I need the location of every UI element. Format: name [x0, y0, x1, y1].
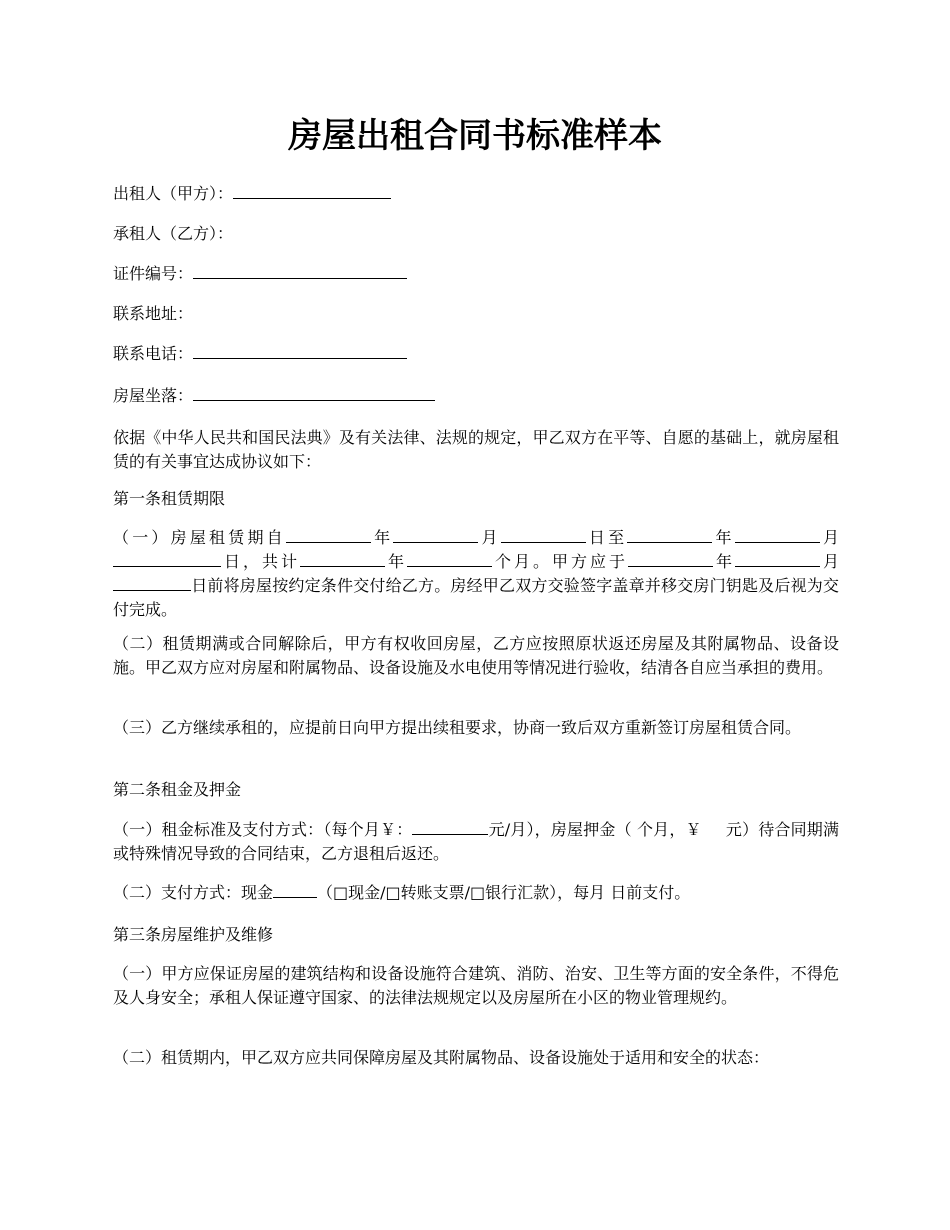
clause-text: （一）房屋租赁期自 — [113, 528, 286, 547]
clause-text: 日，共计 — [221, 552, 300, 571]
clause-text: 个月。甲方应于 — [491, 552, 628, 571]
address-field — [113, 302, 839, 326]
lessor-blank[interactable] — [233, 182, 391, 199]
article-3-clause-2: （二）租赁期内，甲乙双方应共同保障房屋及其附属物品、设备设施处于适用和安全的状态： — [113, 1048, 770, 1067]
address-label: 联系地址： — [113, 304, 194, 323]
location-blank[interactable] — [193, 384, 435, 401]
clause-text: 月 — [819, 552, 839, 571]
clause-text: 年 — [370, 528, 394, 547]
clause-text: 日至 — [585, 528, 628, 547]
article-2-clause-1 — [113, 818, 839, 866]
blank-start-month[interactable] — [393, 526, 478, 543]
clause-text: 元/月），房屋押金（ 个月，￥ — [488, 820, 702, 839]
clause-text: 年 — [712, 552, 735, 571]
intro-paragraph: 依据《中华人民共和国民法典》及有关法律、法规的规定，甲乙双方在平等、自愿的基础上，就房屋租赁的有关事宜达成协议如下： — [113, 428, 839, 471]
clause-text: 元）待合同期满或特殊情况导致的合同结束，乙方退租后返还。 — [113, 820, 839, 863]
blank-handover-day[interactable] — [113, 574, 191, 591]
lessee-field — [113, 222, 839, 246]
phone-label: 联系电话： — [113, 344, 194, 363]
article-1-clause-2: （二）租赁期满或合同解除后，甲方有权收回房屋，乙方应按照原状返还房屋及其附属物品、设备设施。甲乙双方应对房屋和附属物品、设备设施及水电使用等情况进行验收，结清各自应当承担的费用。 — [113, 634, 839, 677]
blank-deposit-amount[interactable] — [702, 818, 726, 835]
blank-handover-year[interactable] — [628, 550, 713, 567]
clause-text: 月 — [819, 528, 839, 547]
article-1-clause-3: （三）乙方继续承租的，应提前日向甲方提出续租要求，协商一致后双方重新签订房屋租赁合同。 — [113, 718, 802, 737]
clause-text: （一）租金标准及支付方式：（每个月￥： — [113, 820, 413, 839]
blank-start-day[interactable] — [501, 526, 586, 543]
blank-end-month[interactable] — [735, 526, 820, 543]
blank-monthly-rent[interactable] — [412, 818, 488, 835]
article-1-clause-1 — [113, 526, 839, 622]
lessor-label: 出租人（甲方）： — [113, 184, 234, 203]
article-1-title: 第一条租赁期限 — [113, 489, 226, 508]
blank-total-years[interactable] — [300, 550, 385, 567]
phone-field — [113, 342, 839, 366]
article-2-title: 第二条租金及押金 — [113, 780, 242, 799]
clause-text: 日前将房屋按约定条件交付给乙方。房经甲乙双方交验签字盖章并移交房门钥匙及后视为交付完成。 — [113, 576, 839, 619]
blank-payment-method[interactable] — [273, 881, 317, 898]
blank-end-year[interactable] — [627, 526, 712, 543]
id-number-blank[interactable] — [193, 262, 407, 279]
article-3-title: 第三条房屋维护及维修 — [113, 925, 274, 944]
id-number-label: 证件编号： — [113, 264, 194, 283]
blank-start-year[interactable] — [286, 526, 371, 543]
blank-end-day[interactable] — [113, 550, 221, 567]
article-2-clause-2 — [113, 881, 839, 905]
clause-text: （二）支付方式：现金 — [113, 883, 274, 902]
lessee-label: 承租人（乙方）： — [113, 224, 234, 243]
lessor-field — [113, 182, 839, 206]
clause-text: 年 — [384, 552, 407, 571]
clause-text: （□现金/□转账支票/□银行汇款），每月 日前支付。 — [317, 883, 691, 902]
clause-text: 月 — [478, 528, 501, 547]
clause-text: 年 — [712, 528, 735, 547]
location-label: 房屋坐落： — [113, 386, 194, 405]
blank-handover-month[interactable] — [735, 550, 820, 567]
document-title: 房屋出租合同书标准样本 — [288, 116, 662, 156]
phone-blank[interactable] — [193, 342, 407, 359]
location-field — [113, 384, 839, 408]
id-number-field — [113, 262, 839, 286]
article-3-clause-1: （一）甲方应保证房屋的建筑结构和设备设施符合建筑、消防、治安、卫生等方面的安全条件，不得危及人身安全；承租人保证遵守国家、的法律法规规定以及房屋所在小区的物业管理规约。 — [113, 964, 839, 1007]
blank-total-months[interactable] — [407, 550, 492, 567]
